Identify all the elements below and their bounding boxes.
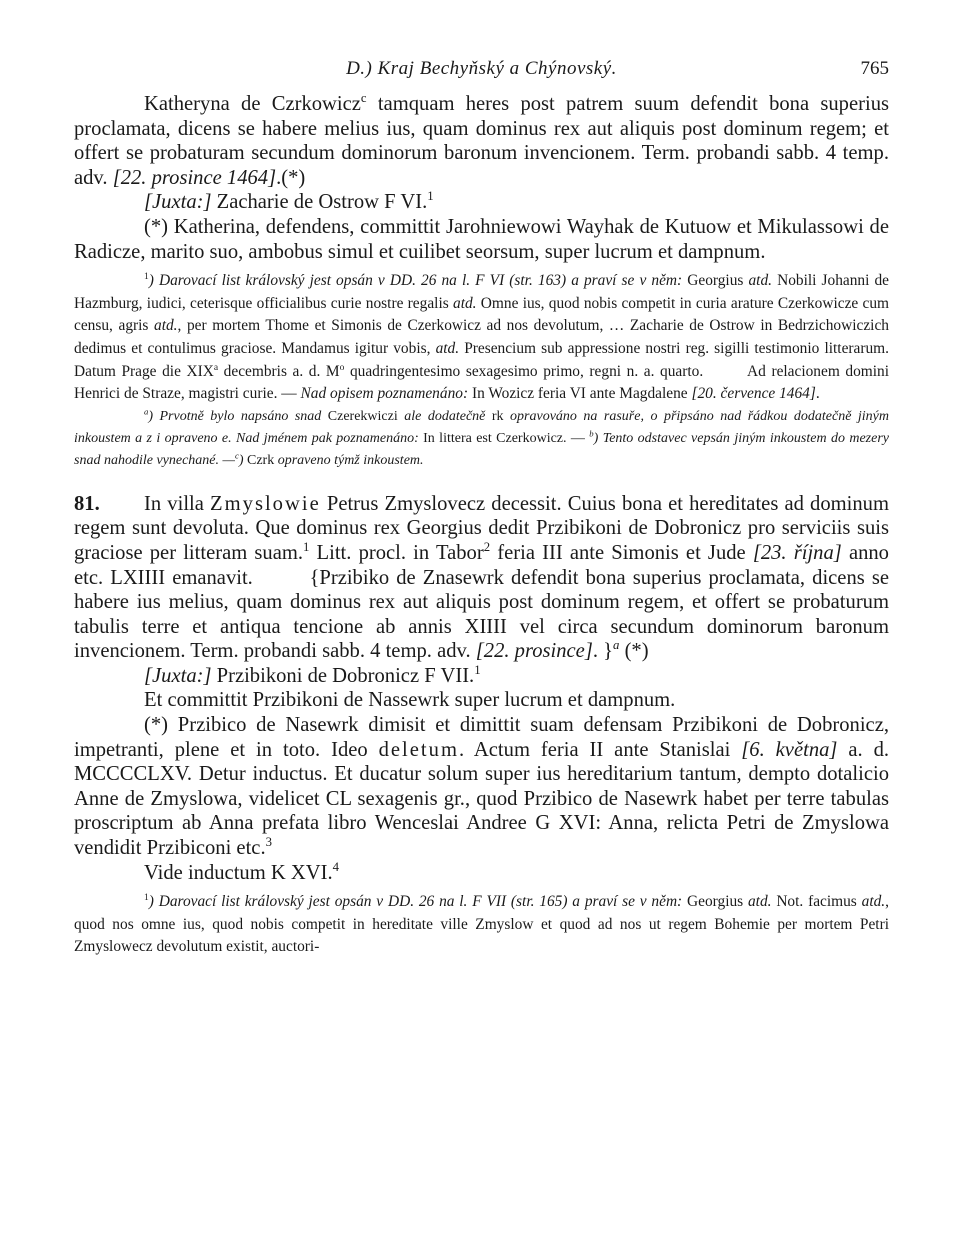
text-run: Presencium sub appressione nostri reg. sigilli testimonio litterarum. Datum Prage die XIX	[74, 339, 890, 380]
entry-81-juxta	[74, 664, 889, 689]
footnote-ref: 1	[427, 189, 434, 204]
text-run: .	[815, 385, 820, 403]
running-title: D.) Kraj Bechyňský a Chýnovský.	[346, 58, 617, 79]
note-italic: opravováno na rasuře, o připsáno nad řádkou dodatečně jiným inkoustem a z i opraveno e. Nad jménem pak poznamenáno:	[74, 408, 889, 446]
atd-abbrev: atd.	[861, 893, 886, 911]
entry-81-footnote-1	[74, 891, 889, 959]
place-name: Zmyslowie	[210, 492, 321, 515]
text-run: tamquam heres post patrem suum defendit bona superius proclamata, dicens se habere melius ius, quam dominus rex aut aliquis post dominum regem; et offert se probaturam secundum dominorum baronum invencionem. Term. probandi sabb. 4 temp. adv.	[74, 93, 890, 189]
note-mark: a	[144, 406, 149, 417]
text-run: , quod nos omne ius, quod nobis competit in hereditate ville Zmyslow et quod ad nos ut regem Bohemie per mortem Petri Zmyslowecz devolutum existit, auctori-	[74, 893, 889, 956]
superscript: a	[213, 361, 219, 373]
text-run: Litt. procl. in Tabor	[309, 541, 484, 564]
text-run: Not. facimus	[771, 893, 862, 911]
text-run: quadringentesimo sexagesimo primo, regni n. a. quarto. Ad relacionem domini Henrici de Straze, magistri curie. —	[74, 362, 893, 403]
note-italic: ) Prvotně bylo napsáno snad	[148, 408, 322, 424]
date-annotation: [20. července 1464]	[691, 385, 816, 403]
text-run: In Wozicz feria VI ante Magdalene	[468, 385, 692, 403]
entry-80-textual-notes	[74, 406, 889, 472]
juxta-text: Zacharie de Ostrow F VI.	[211, 191, 428, 214]
entry-81-committit: Et committit Przibikoni de Nassewrk super lucrum et dampnum.	[144, 689, 676, 712]
atd-abbrev: atd.	[747, 893, 772, 911]
page-number: 765	[860, 58, 889, 79]
text-run: Petrus Zmyslovecz decessit. Cuius bona et hereditates ad dominum regem sunt devoluta. Que dominus rex Georgius dedit Przibikoni de Dobronicz pro serviciis suis graciose per litteram suam.	[74, 492, 889, 564]
note-mark: b	[589, 428, 594, 439]
juxta-label: [Juxta:]	[144, 191, 212, 214]
footnote-ref: 1	[474, 663, 481, 678]
note-italic: opraveno týmž inkoustem.	[274, 452, 424, 468]
text-run: anno etc. LXIIII emanavit. {Przibiko de Znasewrk defendit bona superius proclamata, dicens se habere ius melius, quam dominus rex aut aliquis post dominum regem, et offert se probaturum tabulis terre et antiqua tencione ab annis XIIII vel circa secundum dominorum baronum invencionem. Term. probandi sabb. 4 temp. adv.	[74, 541, 895, 663]
superscript: o	[339, 361, 345, 373]
text-run: decembris a. d. M	[218, 362, 340, 380]
text-run: Katheryna de Czrkowicz	[144, 93, 361, 115]
footnote-mark: 1	[144, 271, 149, 283]
deletum-word: deletum	[378, 738, 459, 761]
entry-81-paragraph	[74, 492, 895, 664]
date-annotation: [22. prosince 1464]	[112, 166, 277, 189]
note-text: In littera est Czerkowicz. —	[418, 430, 590, 446]
date-annotation: [22. prosince]	[475, 640, 593, 663]
footnote-intro: ) Darovací list královský jest opsán v DD. 26 na l. F VI (str. 163) a praví se v něm:	[148, 272, 683, 290]
text-run: Nobili Johanni de Hazmburg, iudici, ceterisque officialibus curie nostre regalis	[74, 272, 890, 312]
date-annotation: [23. října]	[752, 541, 842, 564]
text-run: In villa	[144, 492, 211, 515]
text-run: . Actum feria II ante Stanislai	[458, 738, 742, 761]
atd-abbrev: atd.	[748, 272, 772, 290]
page-header	[74, 58, 889, 92]
entry-80-star-note: (*) Katherina, defendens, committit Jarohniewowi Wayhak de Kutuow et Mikulassowi de Radicze, marito suo, ambobus simul et cuilibet seorsum, super lucrum et dampnum.	[74, 215, 889, 263]
text-run: (*) Przibico de Nasewrk dimisit et dimittit suam defensam Przibikoni de Dobronicz, impetranti, plene et in toto. Ideo	[74, 714, 889, 761]
entry-80-paragraph	[74, 92, 889, 190]
note-marker: a	[613, 638, 620, 653]
entry-number: 81.	[74, 492, 100, 515]
date-annotation: [6. května]	[741, 738, 838, 761]
juxta-label: [Juxta:]	[144, 664, 212, 687]
text-run: , per mortem Thome et Simonis de Czerkowicz ad nos devolutum, … Zacharie de Ostrow in Bedrzichowiczich dedimus et contulimus graciose. Mandamus igitur vobis,	[74, 317, 889, 357]
text-run: a. d. MCCCCLXV. Detur inductus. Et ducatur solum super ius hereditarium tantum, dempto dotalicio Anne de Zmyslowa, videlicet CL sexagenis gr., quod Przibico de Nasewrk habet per terre tabulas proscriptum ab Anna prefata libro Wenceslai Andree G XVI: Anna, relicta Petri de Zmyslowa vendidit Przibiconi etc.	[74, 738, 890, 860]
atd-abbrev: atd.	[435, 339, 460, 357]
footnote-ref: 3	[265, 835, 272, 850]
text-run: Georgius	[682, 893, 748, 911]
document-page	[74, 58, 895, 959]
text-run: Georgius	[682, 272, 749, 290]
footnote-intro: ) Darovací list královský jest opsán v DD. 26 na l. F VII (str. 165) a praví se v něm:	[148, 893, 683, 911]
entry-80-juxta	[74, 190, 889, 215]
note-marker: c	[360, 91, 367, 106]
text-run: . }	[592, 640, 614, 663]
footnote-ref: 4	[332, 859, 340, 874]
text-run: Vide inductum K XVI.	[144, 861, 333, 884]
note-text: Czrk	[247, 452, 275, 468]
entry-81-star-note	[74, 713, 889, 861]
juxta-text: Przibikoni de Dobronicz F VII.	[211, 664, 475, 687]
note-text: Czerekwiczi	[321, 408, 405, 424]
note-italic: )	[238, 452, 247, 468]
note-text: rk	[485, 408, 511, 424]
atd-abbrev: atd.	[453, 294, 477, 312]
text-run: .(*)	[276, 166, 306, 189]
footnote-ref: 1	[303, 540, 310, 555]
text-run: (*)	[619, 640, 649, 663]
footnote-mark: 1	[144, 892, 149, 904]
note-mark: c	[234, 450, 239, 461]
note-italic: ale dodatečně	[404, 408, 486, 424]
text-run: feria III ante Simonis et Jude	[490, 541, 753, 564]
text-run: Omne ius, quod nobis competit in curia arature Czerkowicze cum censu, agris	[74, 294, 890, 335]
note-italic: ) Tento odstavec vepsán jiným inkoustem do mezery snad nahodile vynechané. —	[74, 430, 890, 468]
nad-note: Nad opisem poznamenáno:	[300, 385, 469, 403]
footnote-ref: 2	[483, 540, 491, 555]
entry-80-footnote-1	[74, 270, 893, 406]
atd-abbrev: atd.	[154, 317, 178, 335]
entry-81-vide	[74, 861, 889, 886]
